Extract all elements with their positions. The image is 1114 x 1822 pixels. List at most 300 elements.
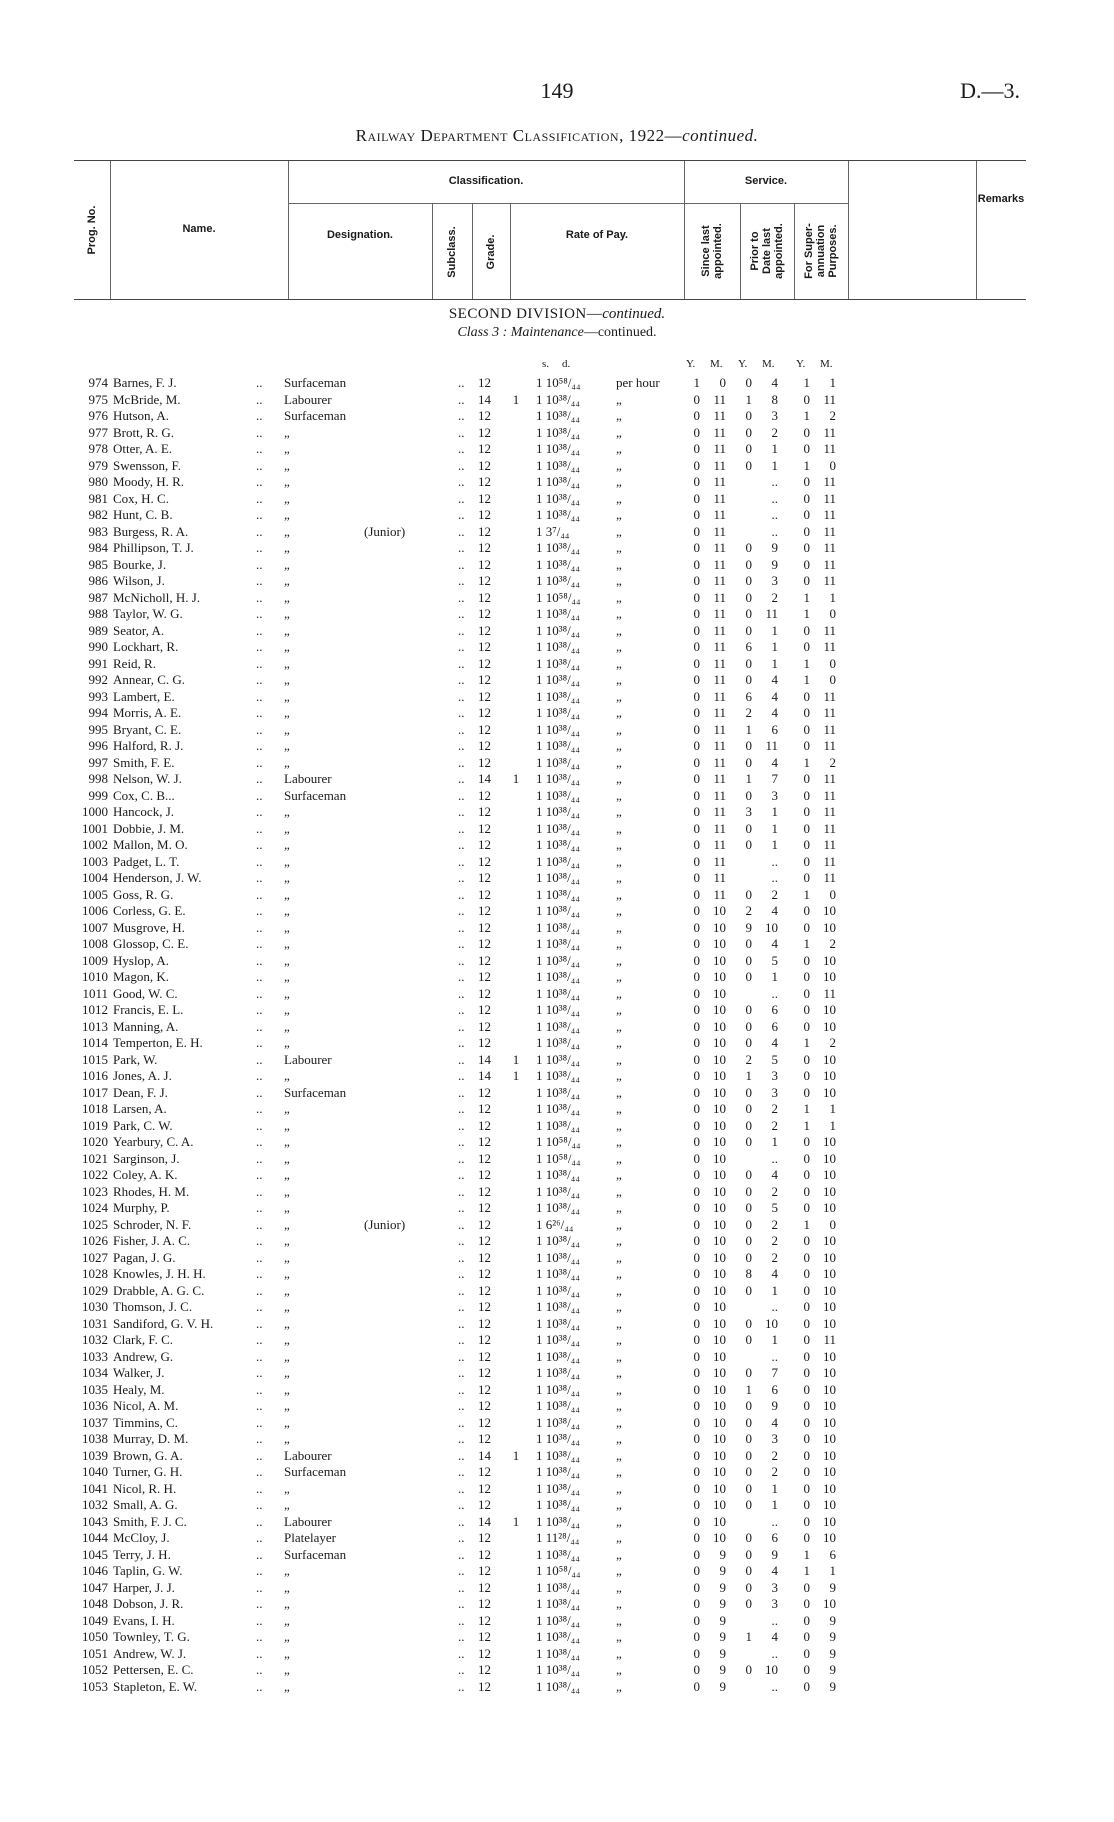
superannuation-years: 0	[803, 919, 810, 935]
since-last-months: 10	[713, 1002, 726, 1017]
leader-dots: ..	[256, 1348, 263, 1364]
prior-years: 0	[745, 1563, 752, 1578]
prior-years: 0	[745, 1134, 752, 1149]
subclass: 12	[478, 820, 491, 836]
table-row	[0, 573, 1114, 590]
rate-unit: „	[616, 1480, 622, 1496]
superannuation-months: 11	[823, 738, 836, 753]
employee-name: Andrew, G.	[113, 1348, 174, 1364]
since-last-years: 0	[693, 1645, 700, 1661]
since-last-years: 0	[693, 1233, 700, 1248]
employee-name: Barnes, F. J.	[113, 375, 177, 390]
prior-months: ..	[771, 1678, 778, 1694]
rate-unit: „	[616, 1365, 622, 1380]
table-row	[0, 656, 1114, 673]
employee-name: Dean, F. J.	[113, 1084, 168, 1100]
since-last-years: 0	[693, 639, 700, 654]
prog-no: 1019	[82, 1117, 108, 1133]
leader-dots: ..	[458, 1183, 465, 1199]
header-service: Service.	[744, 175, 788, 187]
subclass: 12	[478, 1546, 491, 1562]
superannuation-years: 0	[803, 1249, 810, 1265]
table-row	[0, 1217, 1114, 1234]
since-last-years: 0	[693, 1117, 700, 1133]
rate-of-pay: 1 10³⁸/₄₄	[536, 853, 580, 869]
leader-dots: ..	[256, 1530, 263, 1545]
leader-dots: ..	[256, 936, 263, 951]
leader-dots: ..	[256, 903, 263, 918]
prior-years: 0	[745, 672, 752, 687]
leader-dots: ..	[458, 672, 465, 687]
leader-dots: ..	[256, 1414, 263, 1430]
prior-years: 0	[745, 1579, 752, 1595]
employee-name: Hyslop, A.	[113, 952, 169, 968]
prior-years: 0	[745, 1546, 752, 1562]
designation: Labourer	[284, 771, 332, 786]
designation: „	[284, 903, 290, 918]
subclass: 12	[478, 1167, 491, 1182]
header-since-last-appointed: Since last appointed.	[700, 223, 724, 279]
prog-no: 1036	[82, 1398, 108, 1413]
rate-unit: „	[616, 1596, 622, 1611]
superannuation-months: 0	[829, 672, 836, 687]
table-row	[0, 1250, 1114, 1267]
designation: „	[284, 1249, 290, 1265]
rate-unit: „	[616, 837, 622, 852]
leader-dots: ..	[458, 1678, 465, 1694]
rate-unit: „	[616, 639, 622, 654]
designation-note: (Junior)	[364, 523, 406, 539]
unit-pence: d.	[562, 358, 571, 370]
prior-months: 1	[771, 969, 778, 984]
table-row	[0, 1530, 1114, 1547]
since-last-years: 0	[693, 1447, 700, 1463]
rate-unit: „	[616, 1150, 622, 1166]
table-row	[0, 1629, 1114, 1646]
since-last-years: 0	[693, 540, 700, 555]
prog-no: 1039	[82, 1447, 108, 1463]
leader-dots: ..	[458, 886, 465, 902]
prog-no: 1026	[82, 1233, 108, 1248]
since-last-months: 11	[713, 540, 726, 555]
since-last-months: 10	[713, 1530, 726, 1545]
superannuation-months: 11	[823, 804, 836, 819]
rate-of-pay: 1 10³⁸/₄₄	[536, 1513, 580, 1529]
leader-dots: ..	[256, 655, 263, 671]
table-row	[0, 804, 1114, 821]
leader-dots: ..	[458, 771, 465, 786]
superannuation-months: 11	[823, 837, 836, 852]
subclass: 14	[478, 1051, 491, 1067]
table-row	[0, 1085, 1114, 1102]
leader-dots: ..	[256, 1612, 263, 1628]
prog-no: 989	[88, 622, 108, 638]
employee-name: Padget, L. T.	[113, 853, 180, 869]
leader-dots: ..	[458, 1662, 465, 1677]
table-row	[0, 1118, 1114, 1135]
subclass: 12	[478, 1662, 491, 1677]
since-last-years: 0	[693, 1530, 700, 1545]
superannuation-months: 10	[823, 1018, 836, 1034]
rate-of-pay: 1 10³⁸/₄₄	[536, 556, 580, 572]
prog-no: 1020	[82, 1134, 108, 1149]
superannuation-months: 10	[823, 1233, 836, 1248]
table-row	[0, 1101, 1114, 1118]
rate-unit: „	[616, 1678, 622, 1694]
table-row	[0, 1035, 1114, 1052]
employee-name: Musgrove, H.	[113, 919, 185, 935]
since-last-months: 10	[713, 985, 726, 1001]
since-last-months: 11	[713, 655, 726, 671]
rate-of-pay: 1 10³⁸/₄₄	[536, 804, 580, 819]
employee-name: Corless, G. E.	[113, 903, 186, 918]
leader-dots: ..	[256, 688, 263, 704]
superannuation-years: 1	[803, 1117, 810, 1133]
superannuation-months: 11	[823, 540, 836, 555]
prior-months: 1	[771, 1480, 778, 1496]
superannuation-months: 10	[823, 1183, 836, 1199]
subclass: 12	[478, 573, 491, 588]
prog-no: 1033	[82, 1348, 108, 1364]
table-row	[0, 557, 1114, 574]
leader-dots: ..	[256, 1266, 263, 1281]
header-divider	[510, 203, 511, 299]
prog-no: 1031	[82, 1315, 108, 1331]
prog-no: 999	[88, 787, 108, 803]
employee-name: Timmins, C.	[113, 1414, 178, 1430]
rate-of-pay: 1 10³⁸/₄₄	[536, 985, 580, 1001]
superannuation-years: 0	[803, 1134, 810, 1149]
table-row	[0, 887, 1114, 904]
leader-dots: ..	[458, 1629, 465, 1644]
superannuation-years: 0	[803, 1365, 810, 1380]
since-last-months: 10	[713, 1332, 726, 1347]
employee-name: Murray, D. M.	[113, 1431, 189, 1446]
leader-dots: ..	[458, 1431, 465, 1446]
leader-dots: ..	[458, 804, 465, 819]
leader-dots: ..	[256, 705, 263, 720]
since-last-years: 0	[693, 1134, 700, 1149]
designation: „	[284, 1117, 290, 1133]
since-last-years: 0	[693, 1662, 700, 1677]
header-classification: Classification.	[448, 175, 524, 187]
designation: „	[284, 952, 290, 968]
leader-dots: ..	[256, 1084, 263, 1100]
superannuation-years: 0	[803, 556, 810, 572]
leader-dots: ..	[458, 490, 465, 506]
subclass: 12	[478, 787, 491, 803]
since-last-years: 0	[693, 1513, 700, 1529]
leader-dots: ..	[256, 1068, 263, 1083]
subclass: 12	[478, 1678, 491, 1694]
superannuation-months: 10	[823, 1348, 836, 1364]
page-reference: D.—3.	[960, 78, 1020, 103]
since-last-years: 0	[693, 655, 700, 671]
prior-months: 11	[765, 738, 778, 753]
designation: „	[284, 573, 290, 588]
subclass: 14	[478, 1513, 491, 1529]
since-last-years: 0	[693, 1480, 700, 1496]
since-last-months: 11	[713, 705, 726, 720]
designation: Surfaceman	[284, 408, 347, 423]
rate-of-pay: 1 10³⁸/₄₄	[536, 1480, 580, 1496]
superannuation-months: 11	[823, 688, 836, 704]
superannuation-years: 0	[803, 688, 810, 704]
prior-years: 0	[745, 1183, 752, 1199]
since-last-years: 0	[693, 1365, 700, 1380]
unit-months: M.	[820, 358, 833, 370]
rate-of-pay: 1 10³⁸/₄₄	[536, 1629, 580, 1644]
subclass: 12	[478, 589, 491, 605]
since-last-months: 10	[713, 1051, 726, 1067]
prior-months: 4	[771, 903, 778, 918]
superannuation-years: 0	[803, 721, 810, 737]
leader-dots: ..	[256, 1546, 263, 1562]
prog-no: 1013	[82, 1018, 108, 1034]
leader-dots: ..	[458, 1398, 465, 1413]
prog-no: 1053	[82, 1678, 108, 1694]
superannuation-months: 11	[823, 771, 836, 786]
since-last-months: 11	[713, 672, 726, 687]
superannuation-months: 11	[823, 705, 836, 720]
since-last-months: 10	[713, 1035, 726, 1050]
rate-unit: „	[616, 1233, 622, 1248]
rate-unit: „	[616, 507, 622, 522]
prog-no: 1047	[82, 1579, 108, 1595]
prog-no: 1001	[82, 820, 108, 836]
prior-months: ..	[771, 474, 778, 489]
prior-months: 10	[765, 1662, 778, 1677]
since-last-months: 11	[713, 738, 726, 753]
superannuation-years: 0	[803, 903, 810, 918]
rate-of-pay: 1 10³⁸/₄₄	[536, 738, 580, 753]
prior-months: 3	[771, 1068, 778, 1083]
superannuation-months: 10	[823, 1084, 836, 1100]
since-last-years: 0	[693, 1315, 700, 1331]
rate-of-pay: 1 10³⁸/₄₄	[536, 1431, 580, 1446]
rate-unit: „	[616, 1035, 622, 1050]
rate-unit: „	[616, 1381, 622, 1397]
since-last-months: 11	[713, 391, 726, 407]
superannuation-years: 0	[803, 738, 810, 753]
prog-no: 1011	[82, 985, 108, 1001]
rate-unit: „	[616, 886, 622, 902]
since-last-months: 11	[713, 441, 726, 456]
leader-dots: ..	[458, 1480, 465, 1496]
rate-unit: „	[616, 655, 622, 671]
rate-unit: „	[616, 936, 622, 951]
leader-dots: ..	[458, 1414, 465, 1430]
table-row	[0, 969, 1114, 986]
prog-no: 1027	[82, 1249, 108, 1265]
rate-of-pay: 1 10³⁸/₄₄	[536, 1414, 580, 1430]
rate-of-pay: 1 6²⁶/₄₄	[536, 1216, 574, 1232]
rate-of-pay: 1 10³⁸/₄₄	[536, 622, 580, 638]
header-divider	[432, 203, 433, 299]
since-last-years: 0	[693, 705, 700, 720]
employee-name: Harper, J. J.	[113, 1579, 175, 1595]
prog-no: 998	[88, 771, 108, 786]
leader-dots: ..	[458, 952, 465, 968]
leader-dots: ..	[256, 1150, 263, 1166]
rate-unit: „	[616, 523, 622, 539]
superannuation-months: 10	[823, 1249, 836, 1265]
since-last-months: 11	[713, 787, 726, 803]
rate-of-pay: 1 10³⁸/₄₄	[536, 1068, 580, 1083]
rate-unit: „	[616, 408, 622, 423]
since-last-years: 0	[693, 804, 700, 819]
rate-of-pay: 1 10⁵⁸/₄₄	[536, 375, 581, 390]
prior-months: 7	[771, 1365, 778, 1380]
leader-dots: ..	[458, 787, 465, 803]
subclass: 12	[478, 1365, 491, 1380]
employee-name: Dobson, J. R.	[113, 1596, 184, 1611]
since-last-years: 0	[693, 1414, 700, 1430]
since-last-months: 11	[713, 870, 726, 885]
superannuation-months: 11	[823, 1332, 836, 1347]
rate-unit: „	[616, 1431, 622, 1446]
table-row	[0, 1134, 1114, 1151]
prior-months: 5	[771, 952, 778, 968]
table-row	[0, 1068, 1114, 1085]
rate-of-pay: 1 10³⁸/₄₄	[536, 1678, 580, 1694]
leader-dots: ..	[256, 721, 263, 737]
since-last-years: 0	[693, 622, 700, 638]
prior-years: 1	[745, 391, 752, 407]
superannuation-years: 0	[803, 1299, 810, 1314]
since-last-years: 0	[693, 1348, 700, 1364]
rate-unit: „	[616, 1447, 622, 1463]
employee-name: Smith, F. J. C.	[113, 1513, 187, 1529]
leader-dots: ..	[458, 853, 465, 869]
leader-dots: ..	[458, 655, 465, 671]
rate-unit: „	[616, 1579, 622, 1595]
rate-of-pay: 1 10³⁸/₄₄	[536, 1018, 580, 1034]
designation: „	[284, 424, 290, 440]
since-last-months: 10	[713, 1183, 726, 1199]
table-row	[0, 986, 1114, 1003]
since-last-months: 11	[713, 853, 726, 869]
prog-no: 1050	[82, 1629, 108, 1644]
leader-dots: ..	[458, 1612, 465, 1628]
prior-years: 0	[745, 1365, 752, 1380]
prior-months: 3	[771, 1579, 778, 1595]
prior-years: 0	[745, 1101, 752, 1116]
rate-unit: „	[616, 1629, 622, 1644]
superannuation-years: 0	[803, 952, 810, 968]
since-last-years: 0	[693, 441, 700, 456]
employee-name: Lockhart, R.	[113, 639, 179, 654]
prior-years: 0	[745, 1480, 752, 1496]
since-last-months: 10	[713, 1084, 726, 1100]
prior-years: 0	[745, 1447, 752, 1463]
prog-no: 1040	[82, 1464, 108, 1479]
subclass: 12	[478, 622, 491, 638]
superannuation-months: 11	[823, 424, 836, 440]
header-prior-to-date-last-appointed: Prior to Date last appointed.	[749, 223, 785, 279]
leader-dots: ..	[256, 474, 263, 489]
superannuation-years: 0	[803, 507, 810, 522]
prior-years: 0	[745, 1464, 752, 1479]
table-row	[0, 821, 1114, 838]
superannuation-months: 0	[829, 457, 836, 473]
superannuation-years: 0	[803, 1348, 810, 1364]
since-last-years: 0	[693, 1546, 700, 1562]
prior-months: 4	[771, 1035, 778, 1050]
since-last-months: 10	[713, 1497, 726, 1512]
superannuation-months: 11	[823, 853, 836, 869]
superannuation-years: 0	[803, 1233, 810, 1248]
rate-of-pay: 1 10³⁸/₄₄	[536, 1084, 580, 1100]
since-last-years: 0	[693, 672, 700, 687]
prior-months: 2	[771, 1447, 778, 1463]
superannuation-years: 1	[803, 655, 810, 671]
header-divider	[472, 203, 473, 299]
subclass: 12	[478, 721, 491, 737]
designation: „	[284, 1266, 290, 1281]
leader-dots: ..	[458, 1035, 465, 1050]
since-last-months: 11	[713, 490, 726, 506]
since-last-months: 10	[713, 1480, 726, 1496]
designation: „	[284, 820, 290, 836]
leader-dots: ..	[256, 1447, 263, 1463]
prog-no: 1029	[82, 1282, 108, 1298]
prior-months: 4	[771, 1414, 778, 1430]
rate-of-pay: 1 10³⁸/₄₄	[536, 1117, 580, 1133]
subclass: 12	[478, 1282, 491, 1298]
prog-no: 985	[88, 556, 108, 572]
rate-unit: per hour	[616, 375, 660, 390]
prior-years: 0	[745, 1315, 752, 1331]
superannuation-years: 0	[803, 1447, 810, 1463]
prior-months: 2	[771, 1233, 778, 1248]
rate-of-pay: 1 10³⁸/₄₄	[536, 952, 580, 968]
designation: Surfaceman	[284, 1546, 347, 1562]
header-divider	[848, 161, 849, 299]
prior-years: 0	[745, 1200, 752, 1215]
designation: Surfaceman	[284, 1084, 347, 1100]
table-row	[0, 524, 1114, 541]
prior-years: 0	[745, 1431, 752, 1446]
table-row	[0, 705, 1114, 722]
designation: „	[284, 1101, 290, 1116]
since-last-years: 0	[693, 1596, 700, 1611]
superannuation-months: 9	[829, 1612, 836, 1628]
subclass: 12	[478, 507, 491, 522]
superannuation-years: 0	[803, 1266, 810, 1281]
leader-dots: ..	[256, 804, 263, 819]
prog-no: 1018	[82, 1101, 108, 1116]
prior-years: 0	[745, 936, 752, 951]
superannuation-years: 1	[803, 754, 810, 770]
employee-name: Taplin, G. W.	[113, 1563, 183, 1578]
subclass: 12	[478, 1183, 491, 1199]
superannuation-years: 0	[803, 391, 810, 407]
class-title-continued: —continued.	[583, 325, 657, 340]
prior-years: 6	[745, 688, 752, 704]
designation: „	[284, 672, 290, 687]
superannuation-years: 1	[803, 1563, 810, 1578]
table-row	[0, 375, 1114, 392]
prog-no: 1008	[82, 936, 108, 951]
since-last-years: 0	[693, 903, 700, 918]
prior-months: ..	[771, 1513, 778, 1529]
subclass: 12	[478, 1596, 491, 1611]
leader-dots: ..	[256, 1464, 263, 1479]
unit-years: Y.	[738, 358, 748, 370]
since-last-years: 0	[693, 490, 700, 506]
subclass: 12	[478, 1398, 491, 1413]
